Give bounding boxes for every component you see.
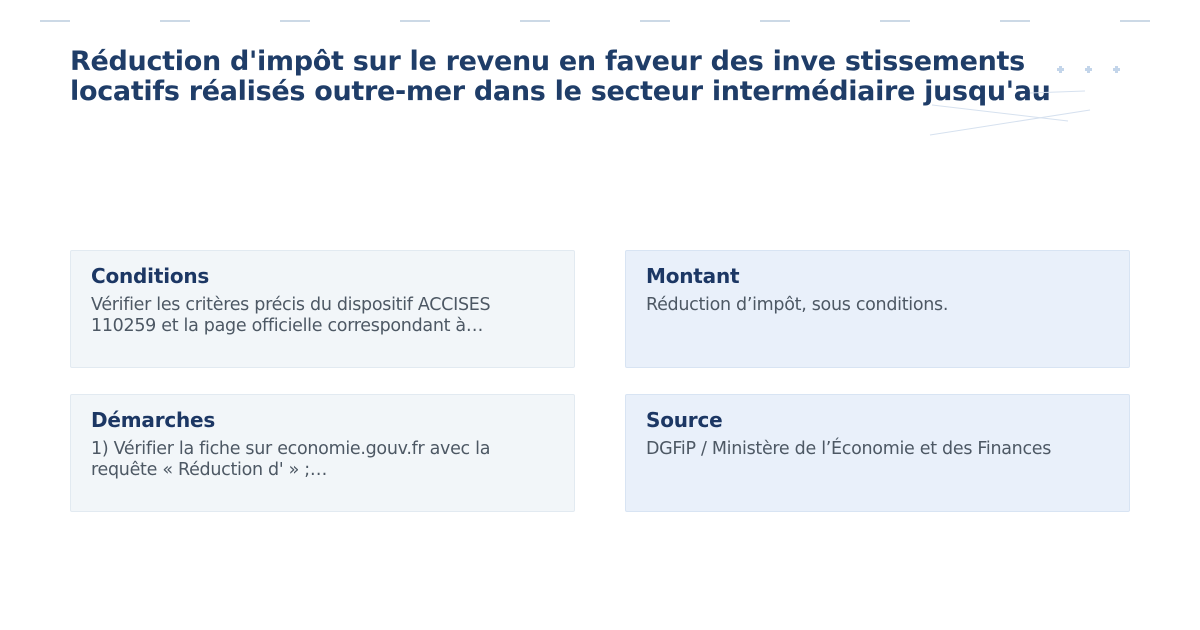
info-card-grid — [70, 250, 1130, 512]
card-conditions-body: Vérifier les critères précis du dispositif ACCISES 110259 et la page officielle correspondant à… — [91, 295, 491, 336]
card-montant — [625, 250, 1130, 368]
card-source-heading: Source — [646, 408, 723, 432]
card-demarches-heading: Démarches — [91, 408, 216, 432]
card-conditions — [70, 250, 575, 368]
card-source-body: DGFiP / Ministère de l’Économie et des Finances — [646, 439, 1052, 459]
card-source — [625, 394, 1130, 512]
card-montant-heading: Montant — [646, 264, 740, 288]
page-title-line-1: Réduction d'impôt sur le revenu en faveur des inve stissements — [70, 46, 1025, 77]
page-title-line-2: locatifs réalisés outre-mer dans le secteur intermédiaire jusqu'au — [70, 76, 1051, 107]
card-demarches — [70, 394, 575, 512]
card-conditions-heading: Conditions — [91, 264, 210, 288]
top-dash-row — [40, 20, 1150, 22]
decorative-lines — [900, 60, 1170, 140]
card-demarches-body: 1) Vérifier la fiche sur economie.gouv.fr avec la requête « Réduction d' » ;… — [91, 439, 491, 480]
card-montant-body: Réduction d’impôt, sous conditions. — [646, 295, 949, 315]
